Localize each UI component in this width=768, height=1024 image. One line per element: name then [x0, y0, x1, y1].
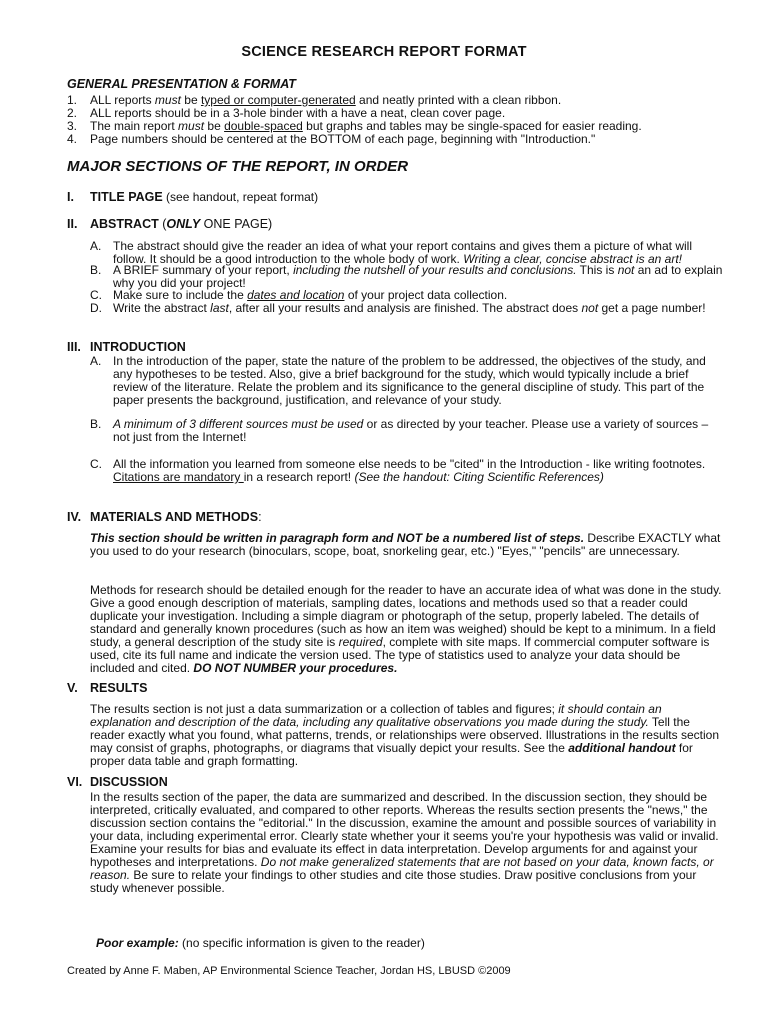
text: DO NOT NUMBER your procedures.: [193, 661, 398, 675]
text: The results section is not just a data summarization or a collection of tables and figures;: [90, 702, 559, 716]
text: typed or computer-generated: [200, 93, 356, 107]
text: Make sure to include the: [113, 288, 248, 302]
item-letter: C.: [90, 288, 102, 302]
text: , complete with site maps. If commercial computer software is used, cite its full name and indicate the version used. The type of statistics used to analyze your data should be included and cited.: [90, 635, 710, 675]
text: In the results section of the paper, the data are summarized and described. In the discussion section, they should be interpreted, critically evaluated, and compared to other reports. Whereas the results section presents the "news," the discussion section contains the "editorial." In the discussion, examine the amount and possible sources of variability in your data, including experimental error. Clearly state whether your it seems you're your hypothesis was valid or invalid. Examine your results for bias and evaluate its effect in data interpretation. Develop arguments for and against your hypotheses and interpretations.: [90, 790, 719, 869]
general-heading: GENERAL PRESENTATION & FORMAT: [67, 77, 296, 91]
section-discussion: [67, 776, 727, 789]
text: The main report: [90, 119, 179, 133]
abstract-item-b: [90, 264, 726, 290]
text: an ad to explain why you did your project!: [113, 263, 723, 290]
text: Tell the reader exactly what you found, what patterns, trends, or relationships were observed. Illustrations in the results section may consist of graphs, photographs, or diagrams that visually depict your results. See the: [90, 715, 719, 755]
text: This is: [576, 263, 618, 277]
item-number: 1.: [67, 93, 78, 107]
text: Write the abstract: [113, 301, 211, 315]
text: and neatly printed with a clean ribbon.: [355, 93, 562, 107]
item-text: ALL reports should be in a 3-hole binder with a have a neat, clean cover page.: [90, 106, 506, 120]
item-letter: A.: [90, 354, 102, 368]
text: must: [178, 119, 205, 133]
methods-paragraph-1: [90, 532, 726, 558]
text: additional handout: [568, 741, 676, 755]
text: it should contain an explanation and description of the data, including any qualitative observations you made during the study.: [90, 702, 662, 729]
text: but graphs and tables may be single-spaced for easier reading.: [302, 119, 642, 133]
item-number: 2.: [67, 106, 78, 120]
text: ONLY: [166, 217, 201, 231]
text: in a research report!: [243, 470, 355, 484]
text: be: [180, 93, 201, 107]
text: Do not make generalized statements that are not based on your data, known facts, or reason.: [90, 855, 714, 882]
text: ALL reports: [90, 93, 155, 107]
section-heading: TITLE PAGE: [90, 190, 163, 204]
discussion-paragraph: [90, 791, 726, 895]
item-text: Page numbers should be centered at the BOTTOM of each page, beginning with "Introduction.": [90, 132, 596, 146]
poor-example-label: Poor example:: [96, 936, 179, 950]
roman-numeral: V.: [67, 681, 78, 695]
item-letter: A.: [90, 239, 102, 253]
results-paragraph: [90, 703, 726, 768]
text: for proper data table and graph formatting.: [90, 741, 693, 768]
introduction-item-b: [90, 418, 726, 444]
text: not: [617, 263, 635, 277]
poor-example: [96, 937, 425, 950]
text: , after all your results and analysis are finished. The abstract does: [228, 301, 582, 315]
section-heading: MATERIALS AND METHODS: [90, 510, 259, 524]
roman-numeral: I.: [67, 190, 74, 204]
introduction-item-a: [90, 355, 726, 407]
text: (See the handout: Citing Scientific References): [354, 470, 604, 484]
text: Citations are mandatory: [113, 470, 244, 484]
text: including the nutshell of your results and conclusions.: [293, 263, 577, 277]
text: be: [204, 119, 225, 133]
section-abstract: [67, 218, 727, 231]
section-heading: ABSTRACT: [90, 217, 159, 231]
item-letter: B.: [90, 417, 102, 431]
section-results: [67, 682, 727, 695]
text: dates and location: [247, 288, 345, 302]
section-title-page: [67, 191, 727, 204]
roman-numeral: III.: [67, 340, 81, 354]
text: :: [258, 510, 262, 524]
item-text: In the introduction of the paper, state the nature of the problem to be addressed, the objectives of the study, and any hypotheses to be tested. Also, give a brief background for the study, which would typically include a brief review of the literature. Relate the problem and its significance to the general discipline of study. This part of the paper presents the background, justification, and relevance of your study.: [113, 354, 706, 407]
introduction-item-c: [90, 458, 726, 484]
section-heading: INTRODUCTION: [90, 340, 186, 354]
item-letter: C.: [90, 457, 102, 471]
item-number: 3.: [67, 119, 78, 133]
general-item-4: [67, 133, 727, 146]
text: get a page number!: [598, 301, 706, 315]
text: Describe EXACTLY what you used to do your research (binoculars, scope, boat, snorkeling gear, etc.) "Eyes," "pencils" are unnecessary.: [90, 531, 721, 558]
item-letter: B.: [90, 263, 102, 277]
roman-numeral: VI.: [67, 775, 83, 789]
text: or as directed by your teacher. Please use a variety of sources – not just from the Internet!: [113, 417, 709, 444]
text: required: [338, 635, 383, 649]
text: A BRIEF summary of your report,: [113, 263, 294, 277]
text: (: [158, 217, 167, 231]
footer-credit: Created by Anne F. Maben, AP Environmental Science Teacher, Jordan HS, LBUSD ©2009: [67, 965, 511, 977]
text: last: [210, 301, 229, 315]
text: must: [154, 93, 181, 107]
text: All the information you learned from someone else needs to be "cited" in the Introduction - like writing footnotes.: [113, 457, 706, 471]
text: not: [581, 301, 599, 315]
methods-paragraph-2: [90, 584, 726, 675]
section-heading: RESULTS: [90, 681, 148, 695]
document-title: SCIENCE RESEARCH REPORT FORMAT: [241, 44, 527, 60]
text: (no specific information is given to the reader): [178, 936, 425, 950]
roman-numeral: II.: [67, 217, 78, 231]
abstract-item-d: [90, 302, 726, 315]
roman-numeral: IV.: [67, 510, 82, 524]
item-number: 4.: [67, 132, 78, 146]
item-letter: D.: [90, 301, 102, 315]
text: double-spaced: [224, 119, 303, 133]
text: A minimum of 3 different sources must be used: [113, 417, 364, 431]
section-heading: DISCUSSION: [90, 775, 168, 789]
section-introduction: [67, 341, 727, 354]
major-sections-heading: MAJOR SECTIONS OF THE REPORT, IN ORDER: [67, 158, 409, 175]
text: This section should be written in paragraph form and NOT be a numbered list of steps.: [90, 531, 585, 545]
text: Writing a clear, concise abstract is an art!: [463, 252, 682, 266]
text: of your project data collection.: [344, 288, 508, 302]
text: Methods for research should be detailed enough for the reader to have an accurate idea of what was done in the study. Give a good enough description of materials, sampling dates, locations and methods used so that a reader could duplicate your investigation. Including a simple diagram or photograph of the setup, properly labeled. The details of standard and generally known procedures (such as how an item was weighed) should be kept to a minimum. In a field study, a general description of the study site is: [90, 583, 722, 649]
section-materials-methods: [67, 511, 727, 524]
text: ONE PAGE): [200, 217, 273, 231]
text: The abstract should give the reader an idea of what your report contains and gives them a picture of what will follow. It should be a good introduction to the whole body of work.: [113, 239, 692, 266]
text: Be sure to relate your findings to other studies and cite those studies. Draw positive conclusions from your study whenever possible.: [90, 868, 697, 895]
text: (see handout, repeat format): [162, 190, 319, 204]
